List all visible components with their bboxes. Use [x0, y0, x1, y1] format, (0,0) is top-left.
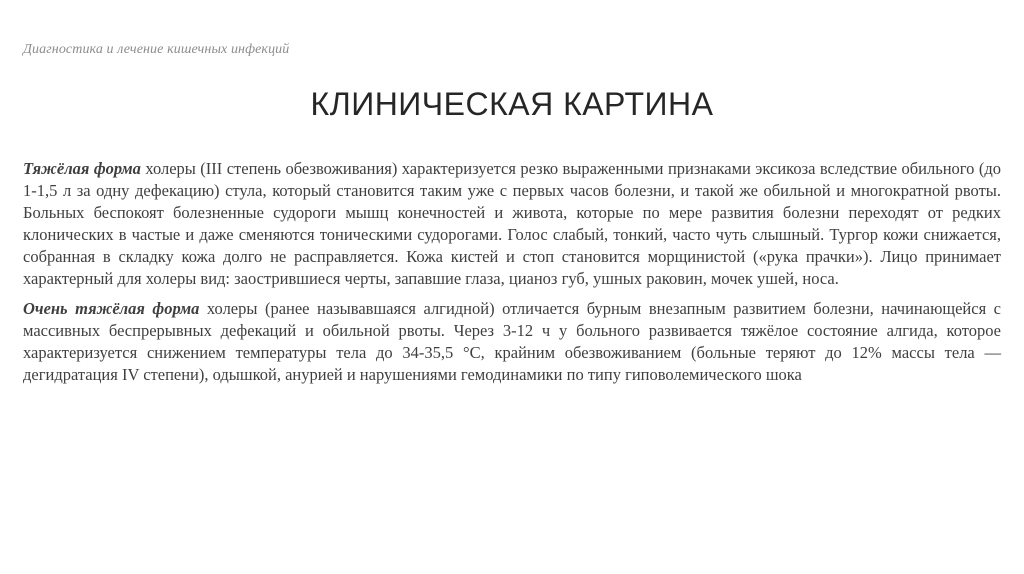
paragraph-lead: Тяжёлая форма [23, 159, 141, 178]
top-bar [0, 0, 1024, 8]
slide-body [23, 158, 1001, 394]
paragraph-severe-form [23, 158, 1001, 290]
presentation-subtitle: Диагностика и лечение кишечных инфекций [23, 42, 290, 57]
slide-title: КЛИНИЧЕСКАЯ КАРТИНА [310, 86, 714, 122]
paragraph-text: холеры (ранее называвшаяся алгидной) отличается бурным внезапным развитием болезни, начинающейся с массивных беспрерывных дефекаций и обильной рвоты. Через 3-12 ч у больного развивается тяжёлое состояние алгида, которое характеризуется снижением температуры тела до 34-35,5 °С, крайним обезвоживанием (больные теряют до 12% массы тела — дегидратация IV степени), одышкой, анурией и нарушениями гемодинамики по типу гиповолемического шока [23, 299, 1001, 384]
paragraph-text: холеры (III степень обезвоживания) характеризуется резко выраженными признаками эксикоза вследствие обильного (до 1-1,5 л за одну дефекацию) стула, который становится таким уже с первых часов болезни, и такой же обильной и многократной рвоты. Больных беспокоят болезненные судороги мышц конечностей и живота, которые по мере развития болезни переходят от редких клонических в частые и даже сменяются тоническими судорогами. Голос слабый, тонкий, часто чуть слышный. Тургор кожи снижается, собранная в складку кожа долго не расправляется. Кожа кистей и стоп становится морщинистой («рука прачки»). Лицо принимает характерный для холеры вид: заострившиеся черты, запавшие глаза, цианоз губ, ушных раковин, мочек ушей, носа. [23, 159, 1001, 288]
paragraph-very-severe-form [23, 298, 1001, 386]
paragraph-lead: Очень тяжёлая форма [23, 299, 200, 318]
